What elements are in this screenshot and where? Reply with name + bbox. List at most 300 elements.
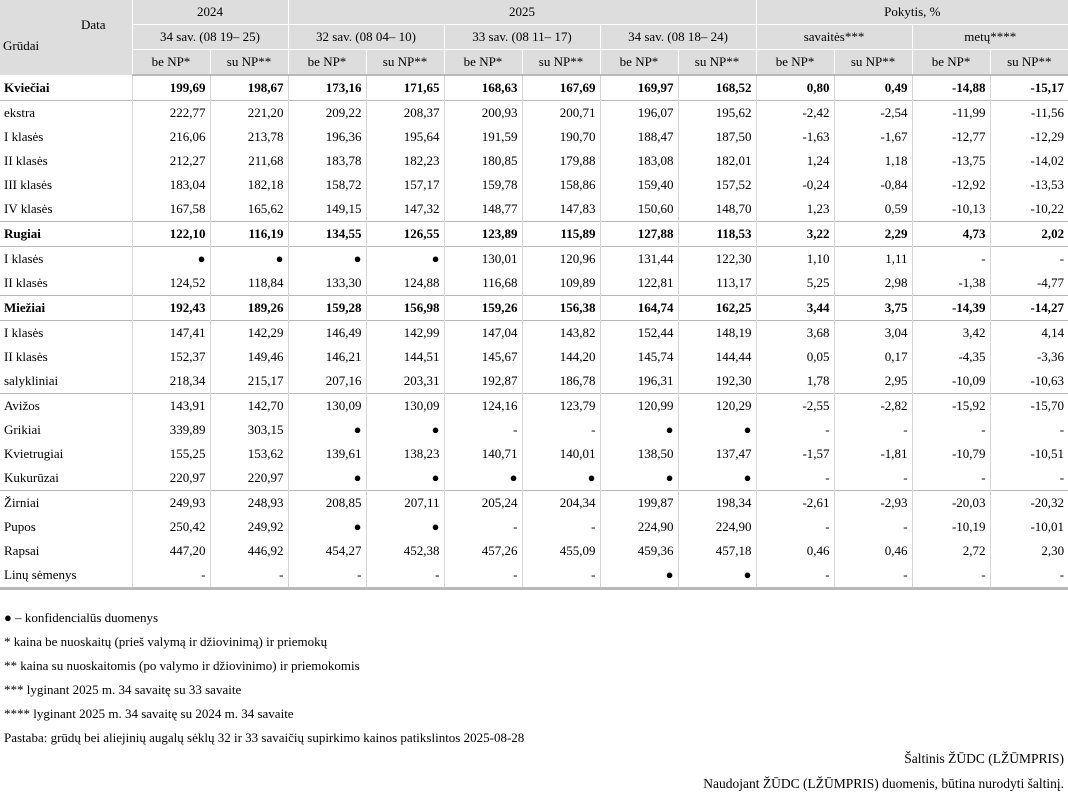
value-cell: 190,70 — [522, 125, 600, 149]
table-row — [0, 345, 1068, 369]
row-label: Kukurūzai — [4, 470, 59, 485]
value-cell: 167,58 — [132, 197, 210, 222]
value-cell: 208,37 — [366, 101, 444, 126]
value-cell: -10,01 — [990, 515, 1068, 539]
table-row — [0, 149, 1068, 173]
value-cell: -15,17 — [990, 75, 1068, 101]
confidential-dot: ● — [678, 466, 756, 491]
value-cell: 2,29 — [834, 222, 912, 247]
table-row — [0, 466, 1068, 491]
value-cell: 137,47 — [678, 442, 756, 466]
value-cell: - — [990, 247, 1068, 272]
value-cell: -14,39 — [912, 296, 990, 321]
value-cell: - — [912, 247, 990, 272]
value-cell: 212,27 — [132, 149, 210, 173]
be-np-header: be NP* — [600, 50, 678, 76]
value-cell: - — [444, 515, 522, 539]
table-body — [0, 75, 1068, 589]
row-label: IV klasės — [4, 201, 53, 216]
value-cell: -15,92 — [912, 394, 990, 419]
value-cell: 134,55 — [288, 222, 366, 247]
value-cell: 186,78 — [522, 369, 600, 394]
row-label: III klasės — [4, 177, 53, 192]
value-cell: 127,88 — [600, 222, 678, 247]
value-cell: 1,23 — [756, 197, 834, 222]
value-cell: 122,30 — [678, 247, 756, 272]
value-cell: -10,22 — [990, 197, 1068, 222]
value-cell: -2,93 — [834, 491, 912, 516]
table-row — [0, 442, 1068, 466]
change-period-header: savaitės*** — [756, 25, 912, 50]
value-cell: 3,68 — [756, 321, 834, 346]
table-row — [0, 418, 1068, 442]
value-cell: -11,56 — [990, 101, 1068, 126]
value-cell: -11,99 — [912, 101, 990, 126]
su-np-header: su NP** — [990, 50, 1068, 76]
value-cell: 339,89 — [132, 418, 210, 442]
value-cell: 447,20 — [132, 539, 210, 563]
value-cell: 183,08 — [600, 149, 678, 173]
value-cell: 116,19 — [210, 222, 288, 247]
value-cell: - — [990, 418, 1068, 442]
su-np-header: su NP** — [522, 50, 600, 76]
row-label: I klasės — [4, 129, 44, 144]
value-cell: 113,17 — [678, 271, 756, 296]
value-cell: 159,40 — [600, 173, 678, 197]
value-cell: 0,17 — [834, 345, 912, 369]
value-cell: -14,27 — [990, 296, 1068, 321]
value-cell: 2,72 — [912, 539, 990, 563]
confidential-dot: ● — [366, 515, 444, 539]
table-row — [0, 75, 1068, 101]
value-cell: 169,97 — [600, 75, 678, 101]
value-cell: -20,03 — [912, 491, 990, 516]
value-cell: 143,91 — [132, 394, 210, 419]
value-cell: -2,61 — [756, 491, 834, 516]
value-cell: 249,93 — [132, 491, 210, 516]
value-cell: 2,95 — [834, 369, 912, 394]
su-np-header: su NP** — [678, 50, 756, 76]
su-np-header: su NP** — [366, 50, 444, 76]
value-cell: -12,29 — [990, 125, 1068, 149]
value-cell: 167,69 — [522, 75, 600, 101]
value-cell: 213,78 — [210, 125, 288, 149]
value-cell: 454,27 — [288, 539, 366, 563]
value-cell: 179,88 — [522, 149, 600, 173]
value-cell: 147,83 — [522, 197, 600, 222]
table-row — [0, 222, 1068, 247]
value-cell: 457,26 — [444, 539, 522, 563]
value-cell: - — [834, 563, 912, 589]
value-cell: 162,25 — [678, 296, 756, 321]
row-label: Kviečiai — [4, 79, 50, 95]
value-cell: 1,24 — [756, 149, 834, 173]
be-np-header: be NP* — [288, 50, 366, 76]
value-cell: 183,78 — [288, 149, 366, 173]
row-label: Avižos — [0, 394, 132, 419]
value-cell: 189,26 — [210, 296, 288, 321]
value-cell: 250,42 — [132, 515, 210, 539]
value-cell: 4,73 — [912, 222, 990, 247]
value-cell: 183,04 — [132, 173, 210, 197]
value-cell: -1,81 — [834, 442, 912, 466]
value-cell: 158,86 — [522, 173, 600, 197]
value-cell: 140,01 — [522, 442, 600, 466]
row-label: Žirniai — [0, 491, 132, 516]
value-cell: 1,11 — [834, 247, 912, 272]
value-cell: - — [522, 418, 600, 442]
value-cell: 208,85 — [288, 491, 366, 516]
value-cell: 118,84 — [210, 271, 288, 296]
value-cell: 192,43 — [132, 296, 210, 321]
value-cell: -20,32 — [990, 491, 1068, 516]
value-cell: 0,05 — [756, 345, 834, 369]
value-cell: 215,17 — [210, 369, 288, 394]
value-cell: 216,06 — [132, 125, 210, 149]
confidential-dot: ● — [678, 563, 756, 589]
value-cell: 248,93 — [210, 491, 288, 516]
value-cell: - — [990, 563, 1068, 589]
value-cell: 180,85 — [444, 149, 522, 173]
value-cell: -15,70 — [990, 394, 1068, 419]
table-row — [0, 101, 1068, 126]
row-label: Grikiai — [4, 422, 41, 437]
su-np-header: su NP** — [834, 50, 912, 76]
value-cell: 3,75 — [834, 296, 912, 321]
value-cell: 5,25 — [756, 271, 834, 296]
value-cell: 195,64 — [366, 125, 444, 149]
value-cell: 198,34 — [678, 491, 756, 516]
value-cell: 3,04 — [834, 321, 912, 346]
value-cell: 3,22 — [756, 222, 834, 247]
value-cell: 303,15 — [210, 418, 288, 442]
value-cell: 159,26 — [444, 296, 522, 321]
source-line: Šaltinis ŽŪDC (LŽŪMPRIS) — [904, 751, 1064, 766]
value-cell: 144,20 — [522, 345, 600, 369]
value-cell: 131,44 — [600, 247, 678, 272]
value-cell: -4,35 — [912, 345, 990, 369]
value-cell: 109,89 — [522, 271, 600, 296]
value-cell: 188,47 — [600, 125, 678, 149]
value-cell: 130,09 — [288, 394, 366, 419]
week-header: 33 sav. (08 11– 17) — [444, 25, 600, 50]
value-cell: 138,23 — [366, 442, 444, 466]
value-cell: 144,44 — [678, 345, 756, 369]
value-cell: 147,41 — [132, 321, 210, 346]
grudai-label: Grūdai — [3, 38, 40, 53]
value-cell: 152,44 — [600, 321, 678, 346]
value-cell: -10,63 — [990, 369, 1068, 394]
row-label: II klasės — [4, 275, 48, 290]
value-cell: 157,52 — [678, 173, 756, 197]
value-cell: 126,55 — [366, 222, 444, 247]
value-cell: 124,16 — [444, 394, 522, 419]
value-cell: 146,21 — [288, 345, 366, 369]
value-cell: 220,97 — [132, 466, 210, 491]
value-cell: 156,98 — [366, 296, 444, 321]
value-cell: 115,89 — [522, 222, 600, 247]
footnote: **** lyginant 2025 m. 34 savaitę su 2024 m. 34 savaite — [4, 706, 294, 721]
pokytis-header: Pokytis, % — [756, 0, 1068, 25]
value-cell: 203,31 — [366, 369, 444, 394]
value-cell: 199,87 — [600, 491, 678, 516]
confidential-dot: ● — [366, 418, 444, 442]
value-cell: 159,28 — [288, 296, 366, 321]
week-header: 34 sav. (08 19– 25) — [132, 25, 288, 50]
table-row — [0, 394, 1068, 419]
row-label: Miežiai — [0, 296, 132, 321]
table-row — [0, 173, 1068, 197]
value-cell: -12,77 — [912, 125, 990, 149]
value-cell: -10,19 — [912, 515, 990, 539]
value-cell: 198,67 — [210, 75, 288, 101]
value-cell: -10,13 — [912, 197, 990, 222]
footnote: Pastaba: grūdų bei aliejinių augalų sėklų 32 ir 33 savaičių supirkimo kainos patikslintos 2025-08-28 — [4, 730, 525, 745]
value-cell: - — [444, 418, 522, 442]
value-cell: 148,19 — [678, 321, 756, 346]
table-row — [0, 515, 1068, 539]
value-cell: 207,16 — [288, 369, 366, 394]
value-cell: -12,92 — [912, 173, 990, 197]
value-cell: 224,90 — [678, 515, 756, 539]
confidential-dot: ● — [288, 466, 366, 491]
confidential-dot: ● — [288, 515, 366, 539]
value-cell: 220,97 — [210, 466, 288, 491]
value-cell: 199,69 — [132, 75, 210, 101]
value-cell: 142,29 — [210, 321, 288, 346]
value-cell: - — [990, 466, 1068, 491]
be-np-header: be NP* — [756, 50, 834, 76]
value-cell: 118,53 — [678, 222, 756, 247]
value-cell: - — [756, 418, 834, 442]
value-cell: -4,77 — [990, 271, 1068, 296]
value-cell: 158,72 — [288, 173, 366, 197]
value-cell: - — [132, 563, 210, 589]
value-cell: 145,74 — [600, 345, 678, 369]
value-cell: 164,74 — [600, 296, 678, 321]
change-period-header: metų**** — [912, 25, 1068, 50]
value-cell: 173,16 — [288, 75, 366, 101]
confidential-dot: ● — [366, 466, 444, 491]
value-cell: -14,88 — [912, 75, 990, 101]
value-cell: -1,67 — [834, 125, 912, 149]
value-cell: 182,01 — [678, 149, 756, 173]
value-cell: 149,46 — [210, 345, 288, 369]
be-np-header: be NP* — [912, 50, 990, 76]
confidential-dot: ● — [600, 466, 678, 491]
table-row — [0, 491, 1068, 516]
value-cell: - — [210, 563, 288, 589]
value-cell: 122,10 — [132, 222, 210, 247]
value-cell: - — [912, 466, 990, 491]
value-cell: 221,20 — [210, 101, 288, 126]
value-cell: -0,24 — [756, 173, 834, 197]
value-cell: 120,99 — [600, 394, 678, 419]
value-cell: 144,51 — [366, 345, 444, 369]
confidential-dot: ● — [288, 247, 366, 272]
value-cell: 182,18 — [210, 173, 288, 197]
value-cell: -13,53 — [990, 173, 1068, 197]
value-cell: - — [444, 563, 522, 589]
row-label: I klasės — [0, 247, 132, 272]
table-row — [0, 296, 1068, 321]
value-cell: 200,93 — [444, 101, 522, 126]
value-cell: 211,68 — [210, 149, 288, 173]
value-cell: - — [366, 563, 444, 589]
value-cell: 122,81 — [600, 271, 678, 296]
confidential-dot: ● — [210, 247, 288, 272]
row-label: Pupos — [4, 519, 36, 534]
confidential-dot: ● — [600, 563, 678, 589]
value-cell: 0,80 — [756, 75, 834, 101]
row-label: salykliniai — [4, 373, 59, 388]
corner-header-cell — [0, 0, 132, 75]
week-header: 34 sav. (08 18– 24) — [600, 25, 756, 50]
value-cell: 4,14 — [990, 321, 1068, 346]
value-cell: 1,10 — [756, 247, 834, 272]
value-cell: 455,09 — [522, 539, 600, 563]
value-cell: 140,71 — [444, 442, 522, 466]
value-cell: 124,88 — [366, 271, 444, 296]
value-cell: -1,57 — [756, 442, 834, 466]
value-cell: 3,44 — [756, 296, 834, 321]
table-row — [0, 539, 1068, 563]
data-label: Data — [80, 17, 106, 32]
value-cell: -2,55 — [756, 394, 834, 419]
value-cell: -14,02 — [990, 149, 1068, 173]
table-row — [0, 271, 1068, 296]
value-cell: 123,79 — [522, 394, 600, 419]
value-cell: -1,38 — [912, 271, 990, 296]
week-header: 32 sav. (08 04– 10) — [288, 25, 444, 50]
footnote: ** kaina su nuoskaitomis (po valymo ir džiovinimo) ir priemokomis — [4, 658, 360, 673]
row-label: II klasės — [4, 153, 48, 168]
value-cell: 139,61 — [288, 442, 366, 466]
value-cell: 155,25 — [132, 442, 210, 466]
row-label: Rugiai — [0, 222, 132, 247]
value-cell: 148,70 — [678, 197, 756, 222]
value-cell: -10,79 — [912, 442, 990, 466]
table-row — [0, 247, 1068, 272]
confidential-dot: ● — [678, 418, 756, 442]
row-label: Kvietrugiai — [4, 446, 64, 461]
value-cell: 0,59 — [834, 197, 912, 222]
value-cell: 157,17 — [366, 173, 444, 197]
confidential-dot: ● — [366, 247, 444, 272]
value-cell: 120,29 — [678, 394, 756, 419]
value-cell: 2,02 — [990, 222, 1068, 247]
confidential-dot: ● — [132, 247, 210, 272]
table-row — [0, 369, 1068, 394]
value-cell: -10,51 — [990, 442, 1068, 466]
value-cell: 171,65 — [366, 75, 444, 101]
confidential-dot: ● — [288, 418, 366, 442]
value-cell: 204,34 — [522, 491, 600, 516]
value-cell: - — [834, 418, 912, 442]
footnote: *** lyginant 2025 m. 34 savaitę su 33 savaite — [4, 682, 242, 697]
value-cell: 457,18 — [678, 539, 756, 563]
value-cell: - — [834, 515, 912, 539]
value-cell: 209,22 — [288, 101, 366, 126]
value-cell: 452,38 — [366, 539, 444, 563]
value-cell: 0,49 — [834, 75, 912, 101]
row-label: ekstra — [0, 101, 132, 126]
value-cell: 149,15 — [288, 197, 366, 222]
su-np-header: su NP** — [210, 50, 288, 76]
value-cell: 192,87 — [444, 369, 522, 394]
value-cell: - — [834, 466, 912, 491]
value-cell: - — [756, 563, 834, 589]
value-cell: 1,78 — [756, 369, 834, 394]
be-np-header: be NP* — [132, 50, 210, 76]
value-cell: 196,31 — [600, 369, 678, 394]
be-np-header: be NP* — [444, 50, 522, 76]
value-cell: -0,84 — [834, 173, 912, 197]
value-cell: - — [522, 515, 600, 539]
usage-note: Naudojant ŽŪDC (LŽŪMPRIS) duomenis, būtina nurodyti šaltinį. — [703, 776, 1064, 791]
value-cell: 1,18 — [834, 149, 912, 173]
value-cell: 147,04 — [444, 321, 522, 346]
value-cell: -2,42 — [756, 101, 834, 126]
confidential-dot: ● — [600, 418, 678, 442]
value-cell: - — [756, 515, 834, 539]
value-cell: -10,09 — [912, 369, 990, 394]
value-cell: 130,09 — [366, 394, 444, 419]
value-cell: -2,82 — [834, 394, 912, 419]
value-cell: 446,92 — [210, 539, 288, 563]
table-row — [0, 563, 1068, 589]
value-cell: 0,46 — [834, 539, 912, 563]
value-cell: 123,89 — [444, 222, 522, 247]
value-cell: 147,32 — [366, 197, 444, 222]
table-row — [0, 197, 1068, 222]
table-row — [0, 321, 1068, 346]
value-cell: 148,77 — [444, 197, 522, 222]
value-cell: -3,36 — [990, 345, 1068, 369]
value-cell: 168,63 — [444, 75, 522, 101]
value-cell: 124,52 — [132, 271, 210, 296]
value-cell: 187,50 — [678, 125, 756, 149]
year-2025-header: 2025 — [288, 0, 756, 25]
value-cell: 152,37 — [132, 345, 210, 369]
value-cell: 207,11 — [366, 491, 444, 516]
footnote: * kaina be nuoskaitų (prieš valymą ir džiovinimą) ir priemokų — [4, 634, 328, 649]
table-row — [0, 125, 1068, 149]
value-cell: 133,30 — [288, 271, 366, 296]
value-cell: - — [912, 563, 990, 589]
value-cell: 205,24 — [444, 491, 522, 516]
value-cell: 146,49 — [288, 321, 366, 346]
value-cell: 459,36 — [600, 539, 678, 563]
value-cell: 153,62 — [210, 442, 288, 466]
value-cell: 2,30 — [990, 539, 1068, 563]
value-cell: 200,71 — [522, 101, 600, 126]
value-cell: 116,68 — [444, 271, 522, 296]
value-cell: 145,67 — [444, 345, 522, 369]
value-cell: 196,36 — [288, 125, 366, 149]
value-cell: 191,59 — [444, 125, 522, 149]
footnotes — [4, 606, 524, 750]
value-cell: 168,52 — [678, 75, 756, 101]
value-cell: -1,63 — [756, 125, 834, 149]
value-cell: -2,54 — [834, 101, 912, 126]
value-cell: 196,07 — [600, 101, 678, 126]
table-header — [0, 0, 1068, 75]
row-label: II klasės — [4, 349, 48, 364]
value-cell: 156,38 — [522, 296, 600, 321]
value-cell: 3,42 — [912, 321, 990, 346]
row-label: I klasės — [0, 321, 132, 346]
